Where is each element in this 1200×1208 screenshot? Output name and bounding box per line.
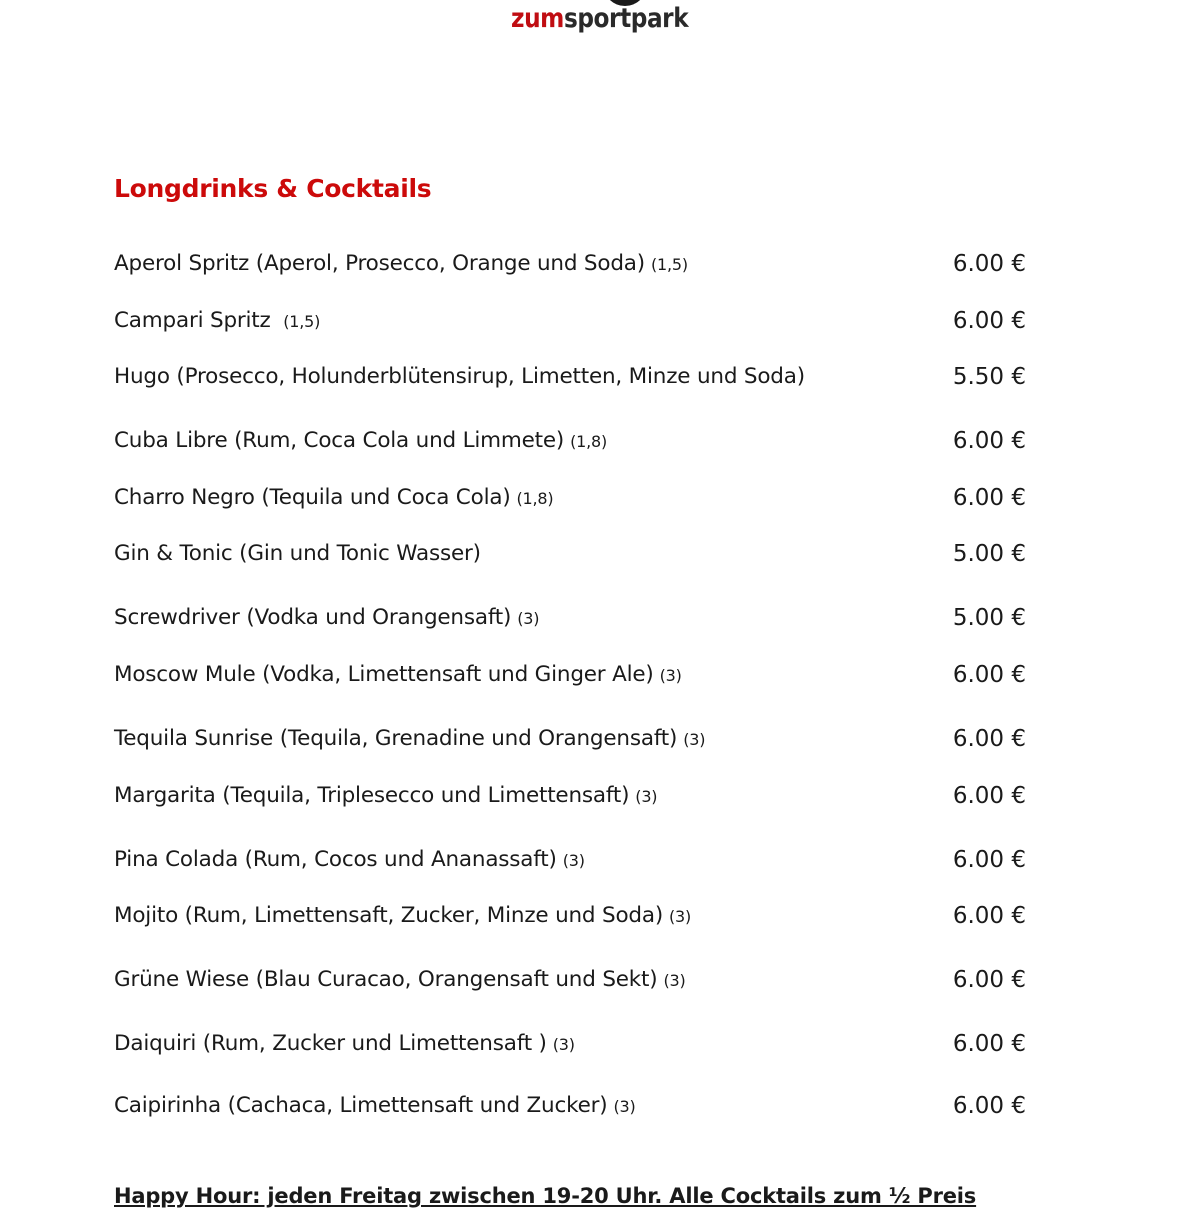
menu-item-allergens: (3) <box>683 730 706 749</box>
menu-item <box>114 426 1026 460</box>
menu-item-allergens: (3) <box>562 851 585 870</box>
menu-item-price: 5.50 € <box>952 364 1026 390</box>
menu-item-price: 6.00 € <box>952 251 1026 277</box>
menu-item-price: 6.00 € <box>952 308 1026 334</box>
menu-item-description <box>114 426 607 457</box>
menu-item-allergens: (3) <box>517 609 540 628</box>
menu-item-description <box>114 306 320 337</box>
menu-item <box>114 845 1026 879</box>
menu-item-allergens: (3) <box>663 971 686 990</box>
menu-item-allergens: (3) <box>635 787 658 806</box>
menu-item-allergens: (1,8) <box>570 432 608 451</box>
menu-item-allergens: (3) <box>552 1035 575 1054</box>
menu-item-description <box>114 724 705 755</box>
logo-wordmark-part2: sportpark <box>563 3 689 34</box>
menu-item-price: 6.00 € <box>952 485 1026 511</box>
menu-item-description <box>114 660 682 691</box>
menu-item-allergens: (1,5) <box>650 255 688 274</box>
menu-item-name: Grüne Wiese (Blau Curacao, Orangensaft und Sekt) <box>114 967 658 992</box>
menu-item-description <box>114 1091 636 1122</box>
menu-item-price: 6.00 € <box>952 428 1026 454</box>
menu-item <box>114 660 1026 694</box>
menu-item-name: Caipirinha (Cachaca, Limettensaft und Zucker) <box>114 1093 608 1118</box>
menu-item-allergens: (3) <box>669 907 692 926</box>
menu-item <box>114 362 1026 396</box>
menu-item-price: 5.00 € <box>952 605 1026 631</box>
menu-item <box>114 1091 1026 1125</box>
menu-item-description <box>114 603 539 634</box>
menu-item-name: Tequila Sunrise (Tequila, Grenadine und Orangensaft) <box>114 726 678 751</box>
menu-item-description <box>114 901 691 932</box>
menu-item-price: 6.00 € <box>952 1031 1026 1057</box>
menu-item-price: 6.00 € <box>952 847 1026 873</box>
menu-item-price: 6.00 € <box>952 1093 1026 1119</box>
menu-item <box>114 539 1026 573</box>
menu-item-description <box>114 483 553 514</box>
menu-item-name: Screwdriver (Vodka und Orangensaft) <box>114 605 512 630</box>
menu-item <box>114 306 1026 340</box>
menu-item-name: Cuba Libre (Rum, Coca Cola und Limmete) <box>114 428 565 453</box>
logo-wordmark-part1: zum <box>511 3 564 34</box>
menu-item-name: Pina Colada (Rum, Cocos und Ananassaft) <box>114 847 557 872</box>
menu-item-name: Moscow Mule (Vodka, Limettensaft und Ginger Ale) <box>114 662 654 687</box>
menu-item-description <box>114 539 481 569</box>
menu-item-price: 6.00 € <box>952 662 1026 688</box>
menu-item-price: 6.00 € <box>952 967 1026 993</box>
menu-item-description <box>114 362 805 392</box>
menu-item-allergens: (1,8) <box>516 489 554 508</box>
menu-item-name: Gin & Tonic (Gin und Tonic Wasser) <box>114 541 481 566</box>
menu-item-description <box>114 1029 575 1060</box>
menu-item <box>114 483 1026 517</box>
menu-item <box>114 1029 1026 1063</box>
menu-item-name: Aperol Spritz (Aperol, Prosecco, Orange und Soda) <box>114 251 645 276</box>
menu-item <box>114 901 1026 935</box>
menu-item <box>114 249 1026 283</box>
menu-item-name: Mojito (Rum, Limettensaft, Zucker, Minze und Soda) <box>114 903 664 928</box>
happy-hour-note: Happy Hour: jeden Freitag zwischen 19-20 Uhr. Alle Cocktails zum ½ Preis <box>114 1184 977 1208</box>
menu-item <box>114 603 1026 637</box>
menu-item-description <box>114 249 688 280</box>
menu-item-price: 6.00 € <box>952 903 1026 929</box>
section-title: Longdrinks & Cocktails <box>114 174 432 203</box>
menu-item-price: 5.00 € <box>952 541 1026 567</box>
menu-item-price: 6.00 € <box>952 783 1026 809</box>
menu-item-name: Campari Spritz <box>114 308 278 333</box>
menu-item-name: Daiquiri (Rum, Zucker und Limettensaft ) <box>114 1031 547 1056</box>
menu-item-allergens: (3) <box>659 666 682 685</box>
menu-item-allergens: (3) <box>613 1097 636 1116</box>
menu-item-name: Charro Negro (Tequila und Coca Cola) <box>114 485 511 510</box>
menu-item-name: Hugo (Prosecco, Holunderblütensirup, Limetten, Minze und Soda) <box>114 364 805 389</box>
menu-item-description <box>114 845 585 876</box>
menu-item-description <box>114 965 686 996</box>
menu-item-price: 6.00 € <box>952 726 1026 752</box>
menu-item <box>114 781 1026 815</box>
menu-item-description <box>114 781 657 812</box>
menu-item-name: Margarita (Tequila, Triplesecco und Limettensaft) <box>114 783 630 808</box>
menu-item <box>114 724 1026 758</box>
menu-item-allergens: (1,5) <box>283 312 321 331</box>
menu-item <box>114 965 1026 999</box>
